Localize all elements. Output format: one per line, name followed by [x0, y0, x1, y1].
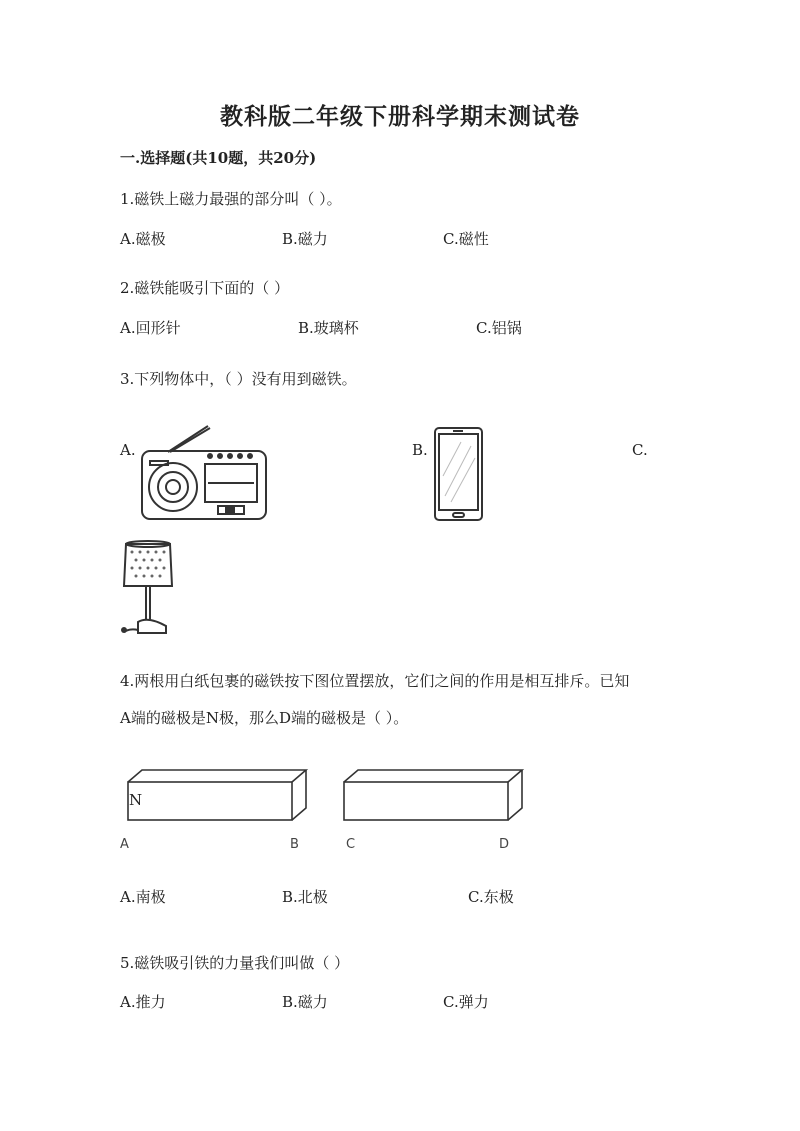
question-1-option-b[interactable]: B.磁力 [282, 230, 328, 248]
question-5-text: 5.磁铁吸引铁的力量我们叫做（ ） [120, 954, 350, 972]
question-2-option-c[interactable]: C.铝锅 [476, 319, 522, 337]
magnet-end-label-d: D [499, 837, 510, 852]
question-4-option-c[interactable]: C.东极 [468, 888, 514, 906]
smartphone-icon [433, 426, 485, 522]
magnet-end-label-c: C [346, 837, 356, 852]
question-5-option-b[interactable]: B.磁力 [282, 993, 328, 1011]
question-4-option-a[interactable]: A.南极 [120, 888, 166, 906]
question-2-option-b[interactable]: B.玻璃杯 [298, 319, 359, 337]
question-5-option-a[interactable]: A.推力 [120, 993, 166, 1011]
question-5-option-c[interactable]: C.弹力 [443, 993, 489, 1011]
magnet-right-icon [342, 768, 526, 822]
magnet-end-label-a: A [120, 837, 129, 852]
table-lamp-icon [116, 538, 178, 638]
page-title: 教科版二年级下册科学期末测试卷 [220, 103, 580, 130]
question-3-option-a[interactable]: A. [120, 441, 136, 459]
question-1-text: 1.磁铁上磁力最强的部分叫（ ）。 [120, 190, 342, 208]
question-2-text: 2.磁铁能吸引下面的（ ） [120, 279, 290, 297]
radio-icon [140, 424, 272, 524]
question-4-option-b[interactable]: B.北极 [282, 888, 328, 906]
question-2-option-a[interactable]: A.回形针 [120, 319, 181, 337]
magnet-end-label-b: B [290, 837, 299, 852]
question-4-text-line2: A端的磁极是N极，那么D端的磁极是（ ）。 [120, 709, 409, 727]
magnet-left-icon [126, 768, 310, 822]
question-1-option-c[interactable]: C.磁性 [443, 230, 489, 248]
question-1-option-a[interactable]: A.磁极 [120, 230, 166, 248]
magnet-pole-mark: N [129, 791, 143, 809]
section-heading: 一.选择题(共10题，共20分) [120, 149, 317, 167]
question-4-text-line1: 4.两根用白纸包裹的磁铁按下图位置摆放，它们之间的作用是相互排斥。已知 [120, 672, 630, 690]
question-3-option-b[interactable]: B. [412, 441, 428, 459]
question-3-text: 3.下列物体中，（ ）没有用到磁铁。 [120, 370, 357, 388]
question-3-option-c[interactable]: C. [632, 441, 648, 459]
